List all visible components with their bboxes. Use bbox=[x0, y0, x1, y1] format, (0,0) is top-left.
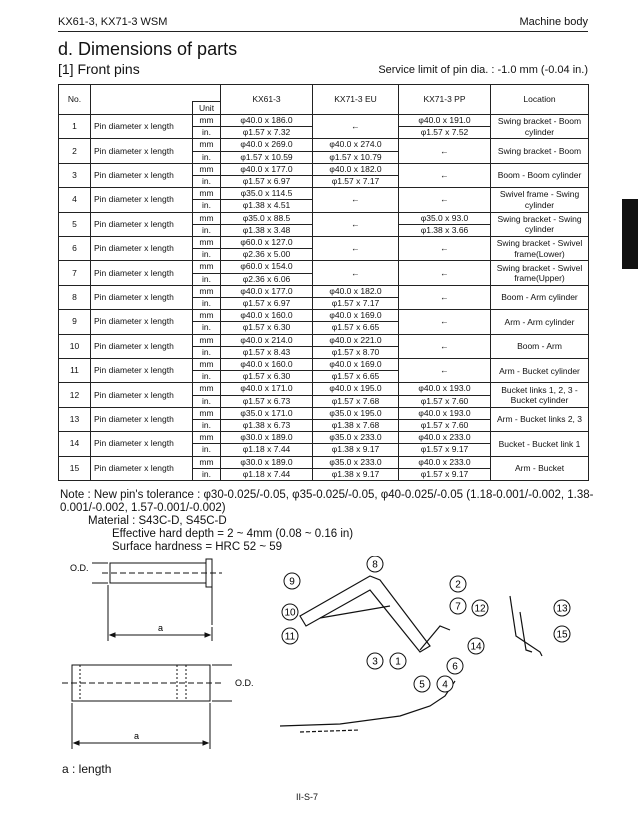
kx71pp-value: ← bbox=[399, 237, 491, 261]
od-label: O.D. bbox=[70, 563, 89, 573]
callout-number: 4 bbox=[442, 679, 448, 691]
table-row bbox=[59, 139, 589, 151]
row-item: Pin diameter x length bbox=[91, 456, 193, 480]
pin-diagram-flanged bbox=[62, 555, 232, 655]
kx61-mm: φ40.0 x 177.0 bbox=[221, 163, 313, 175]
row-location: Arm - Bucket links 2, 3 bbox=[491, 407, 589, 431]
kx61-in: φ1.38 x 4.51 bbox=[221, 200, 313, 212]
boom-outline bbox=[300, 576, 430, 652]
kx71eu-mm: φ35.0 x 233.0 bbox=[313, 432, 399, 444]
table-row bbox=[59, 188, 589, 200]
kx71pp-mm: φ40.0 x 193.0 bbox=[399, 383, 491, 395]
hard-depth-note: Effective hard depth = 2 ~ 4mm (0.08 ~ 0.16 in) bbox=[112, 528, 354, 540]
unit-mm: mm bbox=[193, 188, 221, 200]
row-no: 11 bbox=[59, 359, 91, 383]
row-no: 13 bbox=[59, 407, 91, 431]
row-location: Arm - Arm cylinder bbox=[491, 310, 589, 334]
kx61-in: φ1.57 x 8.43 bbox=[221, 346, 313, 358]
kx61-in: φ1.18 x 7.44 bbox=[221, 444, 313, 456]
page-number: II-S-7 bbox=[296, 792, 319, 802]
table-row bbox=[59, 334, 589, 346]
table-header-row bbox=[59, 85, 589, 115]
length-legend: a : length bbox=[62, 762, 112, 776]
row-no: 2 bbox=[59, 139, 91, 163]
front-attachment-diagram bbox=[280, 556, 590, 746]
subsection-title: [1] Front pins bbox=[58, 61, 140, 77]
row-no: 6 bbox=[59, 237, 91, 261]
kx71eu-mm: φ40.0 x 182.0 bbox=[313, 163, 399, 175]
row-no: 1 bbox=[59, 115, 91, 139]
row-item: Pin diameter x length bbox=[91, 285, 193, 309]
callout-number: 5 bbox=[419, 679, 425, 691]
row-no: 8 bbox=[59, 285, 91, 309]
callout-number: 14 bbox=[470, 641, 482, 653]
kx71pp-value: ← bbox=[399, 285, 491, 309]
row-item: Pin diameter x length bbox=[91, 334, 193, 358]
kx61-mm: φ30.0 x 189.0 bbox=[221, 432, 313, 444]
kx61-in: φ2.36 x 6.06 bbox=[221, 273, 313, 285]
kx71eu-value: ← bbox=[313, 212, 399, 236]
row-location: Boom - Arm bbox=[491, 334, 589, 358]
callout-number: 10 bbox=[284, 607, 296, 619]
kx61-in: φ1.57 x 6.30 bbox=[221, 322, 313, 334]
unit-in: in. bbox=[193, 444, 221, 456]
table-row bbox=[59, 310, 589, 322]
kx71eu-value: ← bbox=[313, 237, 399, 261]
kx71eu-in: φ1.38 x 9.17 bbox=[313, 468, 399, 480]
kx71pp-value: ← bbox=[399, 310, 491, 334]
unit-in: in. bbox=[193, 249, 221, 261]
callout-number: 9 bbox=[289, 576, 295, 588]
row-item: Pin diameter x length bbox=[91, 115, 193, 139]
table-row bbox=[59, 212, 589, 224]
kx71pp-in: φ1.57 x 9.17 bbox=[399, 468, 491, 480]
kx61-mm: φ40.0 x 214.0 bbox=[221, 334, 313, 346]
table-row bbox=[59, 432, 589, 444]
row-location: Swing bracket - Boom bbox=[491, 139, 589, 163]
kx61-mm: φ40.0 x 171.0 bbox=[221, 383, 313, 395]
kx71eu-in: φ1.57 x 6.65 bbox=[313, 322, 399, 334]
row-no: 12 bbox=[59, 383, 91, 407]
table-row bbox=[59, 237, 589, 249]
unit-in: in. bbox=[193, 298, 221, 310]
od-label-2: O.D. bbox=[235, 678, 254, 688]
kx71eu-mm: φ40.0 x 169.0 bbox=[313, 359, 399, 371]
a-label-2: a bbox=[134, 731, 140, 741]
kx71eu-mm: φ40.0 x 182.0 bbox=[313, 285, 399, 297]
row-location: Bucket links 1, 2, 3 - Bucket cylinder bbox=[491, 383, 589, 407]
kx61-in: φ1.57 x 6.97 bbox=[221, 298, 313, 310]
callout-number: 3 bbox=[372, 656, 378, 668]
unit-in: in. bbox=[193, 200, 221, 212]
col-kx61: KX61-3 bbox=[221, 85, 313, 115]
unit-mm: mm bbox=[193, 334, 221, 346]
unit-mm: mm bbox=[193, 432, 221, 444]
tolerance-prefix: Note : New pin's tolerance : bbox=[60, 489, 204, 501]
unit-in: in. bbox=[193, 151, 221, 163]
callout-number: 15 bbox=[556, 629, 568, 641]
kx71eu-in: φ1.57 x 10.79 bbox=[313, 151, 399, 163]
kx61-in: φ1.38 x 6.73 bbox=[221, 420, 313, 432]
row-location: Bucket - Bucket link 1 bbox=[491, 432, 589, 456]
unit-mm: mm bbox=[193, 407, 221, 419]
kx71pp-mm: φ35.0 x 93.0 bbox=[399, 212, 491, 224]
unit-in: in. bbox=[193, 468, 221, 480]
row-no: 9 bbox=[59, 310, 91, 334]
a-label: a bbox=[158, 623, 164, 633]
callout-number: 7 bbox=[455, 601, 461, 613]
section-title: d. Dimensions of parts bbox=[58, 39, 238, 59]
kx71pp-mm: φ40.0 x 193.0 bbox=[399, 407, 491, 419]
unit-mm: mm bbox=[193, 359, 221, 371]
kx71pp-value: ← bbox=[399, 334, 491, 358]
unit-in: in. bbox=[193, 322, 221, 334]
unit-mm: mm bbox=[193, 115, 221, 127]
kx61-in: φ1.38 x 3.48 bbox=[221, 224, 313, 236]
row-item: Pin diameter x length bbox=[91, 139, 193, 163]
kx61-mm: φ35.0 x 171.0 bbox=[221, 407, 313, 419]
kx61-in: φ1.57 x 10.59 bbox=[221, 151, 313, 163]
kx61-mm: φ30.0 x 189.0 bbox=[221, 456, 313, 468]
col-kx71-eu: KX71-3 EU bbox=[313, 85, 399, 115]
kx61-mm: φ60.0 x 154.0 bbox=[221, 261, 313, 273]
kx71eu-value: ← bbox=[313, 188, 399, 212]
unit-in: in. bbox=[193, 273, 221, 285]
pin-diagram-grooved bbox=[62, 655, 262, 765]
unit-mm: mm bbox=[193, 163, 221, 175]
kx71eu-in: φ1.57 x 7.68 bbox=[313, 395, 399, 407]
kx71eu-value: ← bbox=[313, 261, 399, 285]
table-row bbox=[59, 407, 589, 419]
front-pins-table bbox=[58, 84, 589, 481]
header-section: Machine body bbox=[519, 16, 588, 28]
unit-mm: mm bbox=[193, 212, 221, 224]
kx71pp-mm: φ40.0 x 233.0 bbox=[399, 456, 491, 468]
row-item: Pin diameter x length bbox=[91, 237, 193, 261]
kx61-mm: φ35.0 x 114.5 bbox=[221, 188, 313, 200]
table-body bbox=[59, 115, 589, 481]
tolerance-note bbox=[60, 489, 638, 515]
callout-number: 13 bbox=[556, 603, 568, 615]
hardness-note: Surface hardness = HRC 52 ~ 59 bbox=[112, 541, 283, 553]
kx61-mm: φ35.0 x 88.5 bbox=[221, 212, 313, 224]
callout-number: 2 bbox=[455, 579, 461, 591]
table-row bbox=[59, 285, 589, 297]
col-location: Location bbox=[491, 85, 589, 115]
unit-mm: mm bbox=[193, 456, 221, 468]
table-row bbox=[59, 383, 589, 395]
col-kx71-pp: KX71-3 PP bbox=[399, 85, 491, 115]
row-item: Pin diameter x length bbox=[91, 383, 193, 407]
kx71eu-in: φ1.57 x 7.17 bbox=[313, 176, 399, 188]
section-tab-marker bbox=[622, 199, 638, 269]
col-unit: Unit bbox=[192, 101, 220, 114]
unit-in: in. bbox=[193, 224, 221, 236]
unit-in: in. bbox=[193, 395, 221, 407]
kx71eu-mm: φ40.0 x 274.0 bbox=[313, 139, 399, 151]
row-no: 3 bbox=[59, 163, 91, 187]
kx71pp-value: ← bbox=[399, 261, 491, 285]
kx61-mm: φ40.0 x 269.0 bbox=[221, 139, 313, 151]
row-no: 14 bbox=[59, 432, 91, 456]
page-header bbox=[58, 14, 588, 32]
table-row bbox=[59, 163, 589, 175]
kx71pp-value: ← bbox=[399, 359, 491, 383]
callout-group bbox=[282, 556, 570, 692]
row-location: Swing bracket - Swivel frame(Upper) bbox=[491, 261, 589, 285]
kx71eu-mm: φ40.0 x 195.0 bbox=[313, 383, 399, 395]
kx71eu-mm: φ35.0 x 195.0 bbox=[313, 407, 399, 419]
unit-in: in. bbox=[193, 176, 221, 188]
row-item: Pin diameter x length bbox=[91, 407, 193, 431]
kx71eu-in: φ1.57 x 6.65 bbox=[313, 371, 399, 383]
callout-number: 1 bbox=[395, 656, 401, 668]
row-location: Swing bracket - Swivel frame(Lower) bbox=[491, 237, 589, 261]
callout-number: 6 bbox=[452, 661, 458, 673]
kx61-in: φ2.36 x 5.00 bbox=[221, 249, 313, 261]
unit-mm: mm bbox=[193, 237, 221, 249]
kx71eu-in: φ1.57 x 7.17 bbox=[313, 298, 399, 310]
notes-block bbox=[60, 489, 638, 554]
row-item: Pin diameter x length bbox=[91, 310, 193, 334]
row-item: Pin diameter x length bbox=[91, 359, 193, 383]
tolerance-values: φ30-0.025/-0.05, φ35-0.025/-0.05, φ40-0.025/-0.05 (1.18-0.001/-0.002, 1.38-0.001/-0.002, 1.57-0.001/-0.002) bbox=[60, 489, 594, 514]
row-item: Pin diameter x length bbox=[91, 212, 193, 236]
kx61-in: φ1.18 x 7.44 bbox=[221, 468, 313, 480]
row-item: Pin diameter x length bbox=[91, 432, 193, 456]
service-limit: Service limit of pin dia. : -1.0 mm (-0.04 in.) bbox=[378, 64, 588, 76]
row-no: 7 bbox=[59, 261, 91, 285]
kx71eu-mm: φ40.0 x 221.0 bbox=[313, 334, 399, 346]
callout-number: 12 bbox=[474, 603, 486, 615]
unit-in: in. bbox=[193, 127, 221, 139]
col-item-unit bbox=[91, 85, 221, 115]
col-no: No. bbox=[59, 85, 91, 115]
kx61-in: φ1.57 x 7.32 bbox=[221, 127, 313, 139]
row-location: Boom - Boom cylinder bbox=[491, 163, 589, 187]
row-no: 5 bbox=[59, 212, 91, 236]
kx71eu-value: ← bbox=[313, 115, 399, 139]
row-location: Arm - Bucket cylinder bbox=[491, 359, 589, 383]
kx61-mm: φ40.0 x 186.0 bbox=[221, 115, 313, 127]
kx71pp-value: ← bbox=[399, 163, 491, 187]
kx71eu-in: φ1.38 x 7.68 bbox=[313, 420, 399, 432]
material-note: Material : S43C-D, S45C-D bbox=[88, 515, 227, 527]
kx71eu-in: φ1.38 x 9.17 bbox=[313, 444, 399, 456]
row-no: 10 bbox=[59, 334, 91, 358]
kx61-mm: φ40.0 x 160.0 bbox=[221, 359, 313, 371]
kx71pp-in: φ1.38 x 3.66 bbox=[399, 224, 491, 236]
callout-number: 8 bbox=[372, 559, 378, 571]
row-location: Arm - Bucket bbox=[491, 456, 589, 480]
unit-mm: mm bbox=[193, 383, 221, 395]
header-model: KX61-3, KX71-3 WSM bbox=[58, 16, 168, 28]
row-item: Pin diameter x length bbox=[91, 261, 193, 285]
row-item: Pin diameter x length bbox=[91, 188, 193, 212]
unit-mm: mm bbox=[193, 310, 221, 322]
row-location: Boom - Arm cylinder bbox=[491, 285, 589, 309]
kx71pp-mm: φ40.0 x 233.0 bbox=[399, 432, 491, 444]
kx61-mm: φ40.0 x 160.0 bbox=[221, 310, 313, 322]
kx71eu-in: φ1.57 x 8.70 bbox=[313, 346, 399, 358]
kx71pp-value: ← bbox=[399, 139, 491, 163]
row-no: 15 bbox=[59, 456, 91, 480]
unit-in: in. bbox=[193, 420, 221, 432]
table-row bbox=[59, 261, 589, 273]
kx71eu-mm: φ35.0 x 233.0 bbox=[313, 456, 399, 468]
table-row bbox=[59, 359, 589, 371]
table-row bbox=[59, 456, 589, 468]
unit-in: in. bbox=[193, 346, 221, 358]
kx61-mm: φ40.0 x 177.0 bbox=[221, 285, 313, 297]
row-location: Swivel frame - Swing cylinder bbox=[491, 188, 589, 212]
kx71pp-in: φ1.57 x 9.17 bbox=[399, 444, 491, 456]
row-no: 4 bbox=[59, 188, 91, 212]
callout-number: 11 bbox=[284, 631, 296, 643]
kx71pp-mm: φ40.0 x 191.0 bbox=[399, 115, 491, 127]
kx61-mm: φ60.0 x 127.0 bbox=[221, 237, 313, 249]
kx61-in: φ1.57 x 6.73 bbox=[221, 395, 313, 407]
unit-mm: mm bbox=[193, 139, 221, 151]
row-item: Pin diameter x length bbox=[91, 163, 193, 187]
kx61-in: φ1.57 x 6.30 bbox=[221, 371, 313, 383]
kx71pp-value: ← bbox=[399, 188, 491, 212]
unit-in: in. bbox=[193, 371, 221, 383]
row-location: Swing bracket - Swing cylinder bbox=[491, 212, 589, 236]
kx71pp-in: φ1.57 x 7.60 bbox=[399, 395, 491, 407]
kx61-in: φ1.57 x 6.97 bbox=[221, 176, 313, 188]
kx71eu-mm: φ40.0 x 169.0 bbox=[313, 310, 399, 322]
row-location: Swing bracket - Boom cylinder bbox=[491, 115, 589, 139]
unit-mm: mm bbox=[193, 261, 221, 273]
kx71pp-in: φ1.57 x 7.52 bbox=[399, 127, 491, 139]
kx71pp-in: φ1.57 x 7.60 bbox=[399, 420, 491, 432]
table-row bbox=[59, 115, 589, 127]
unit-mm: mm bbox=[193, 285, 221, 297]
